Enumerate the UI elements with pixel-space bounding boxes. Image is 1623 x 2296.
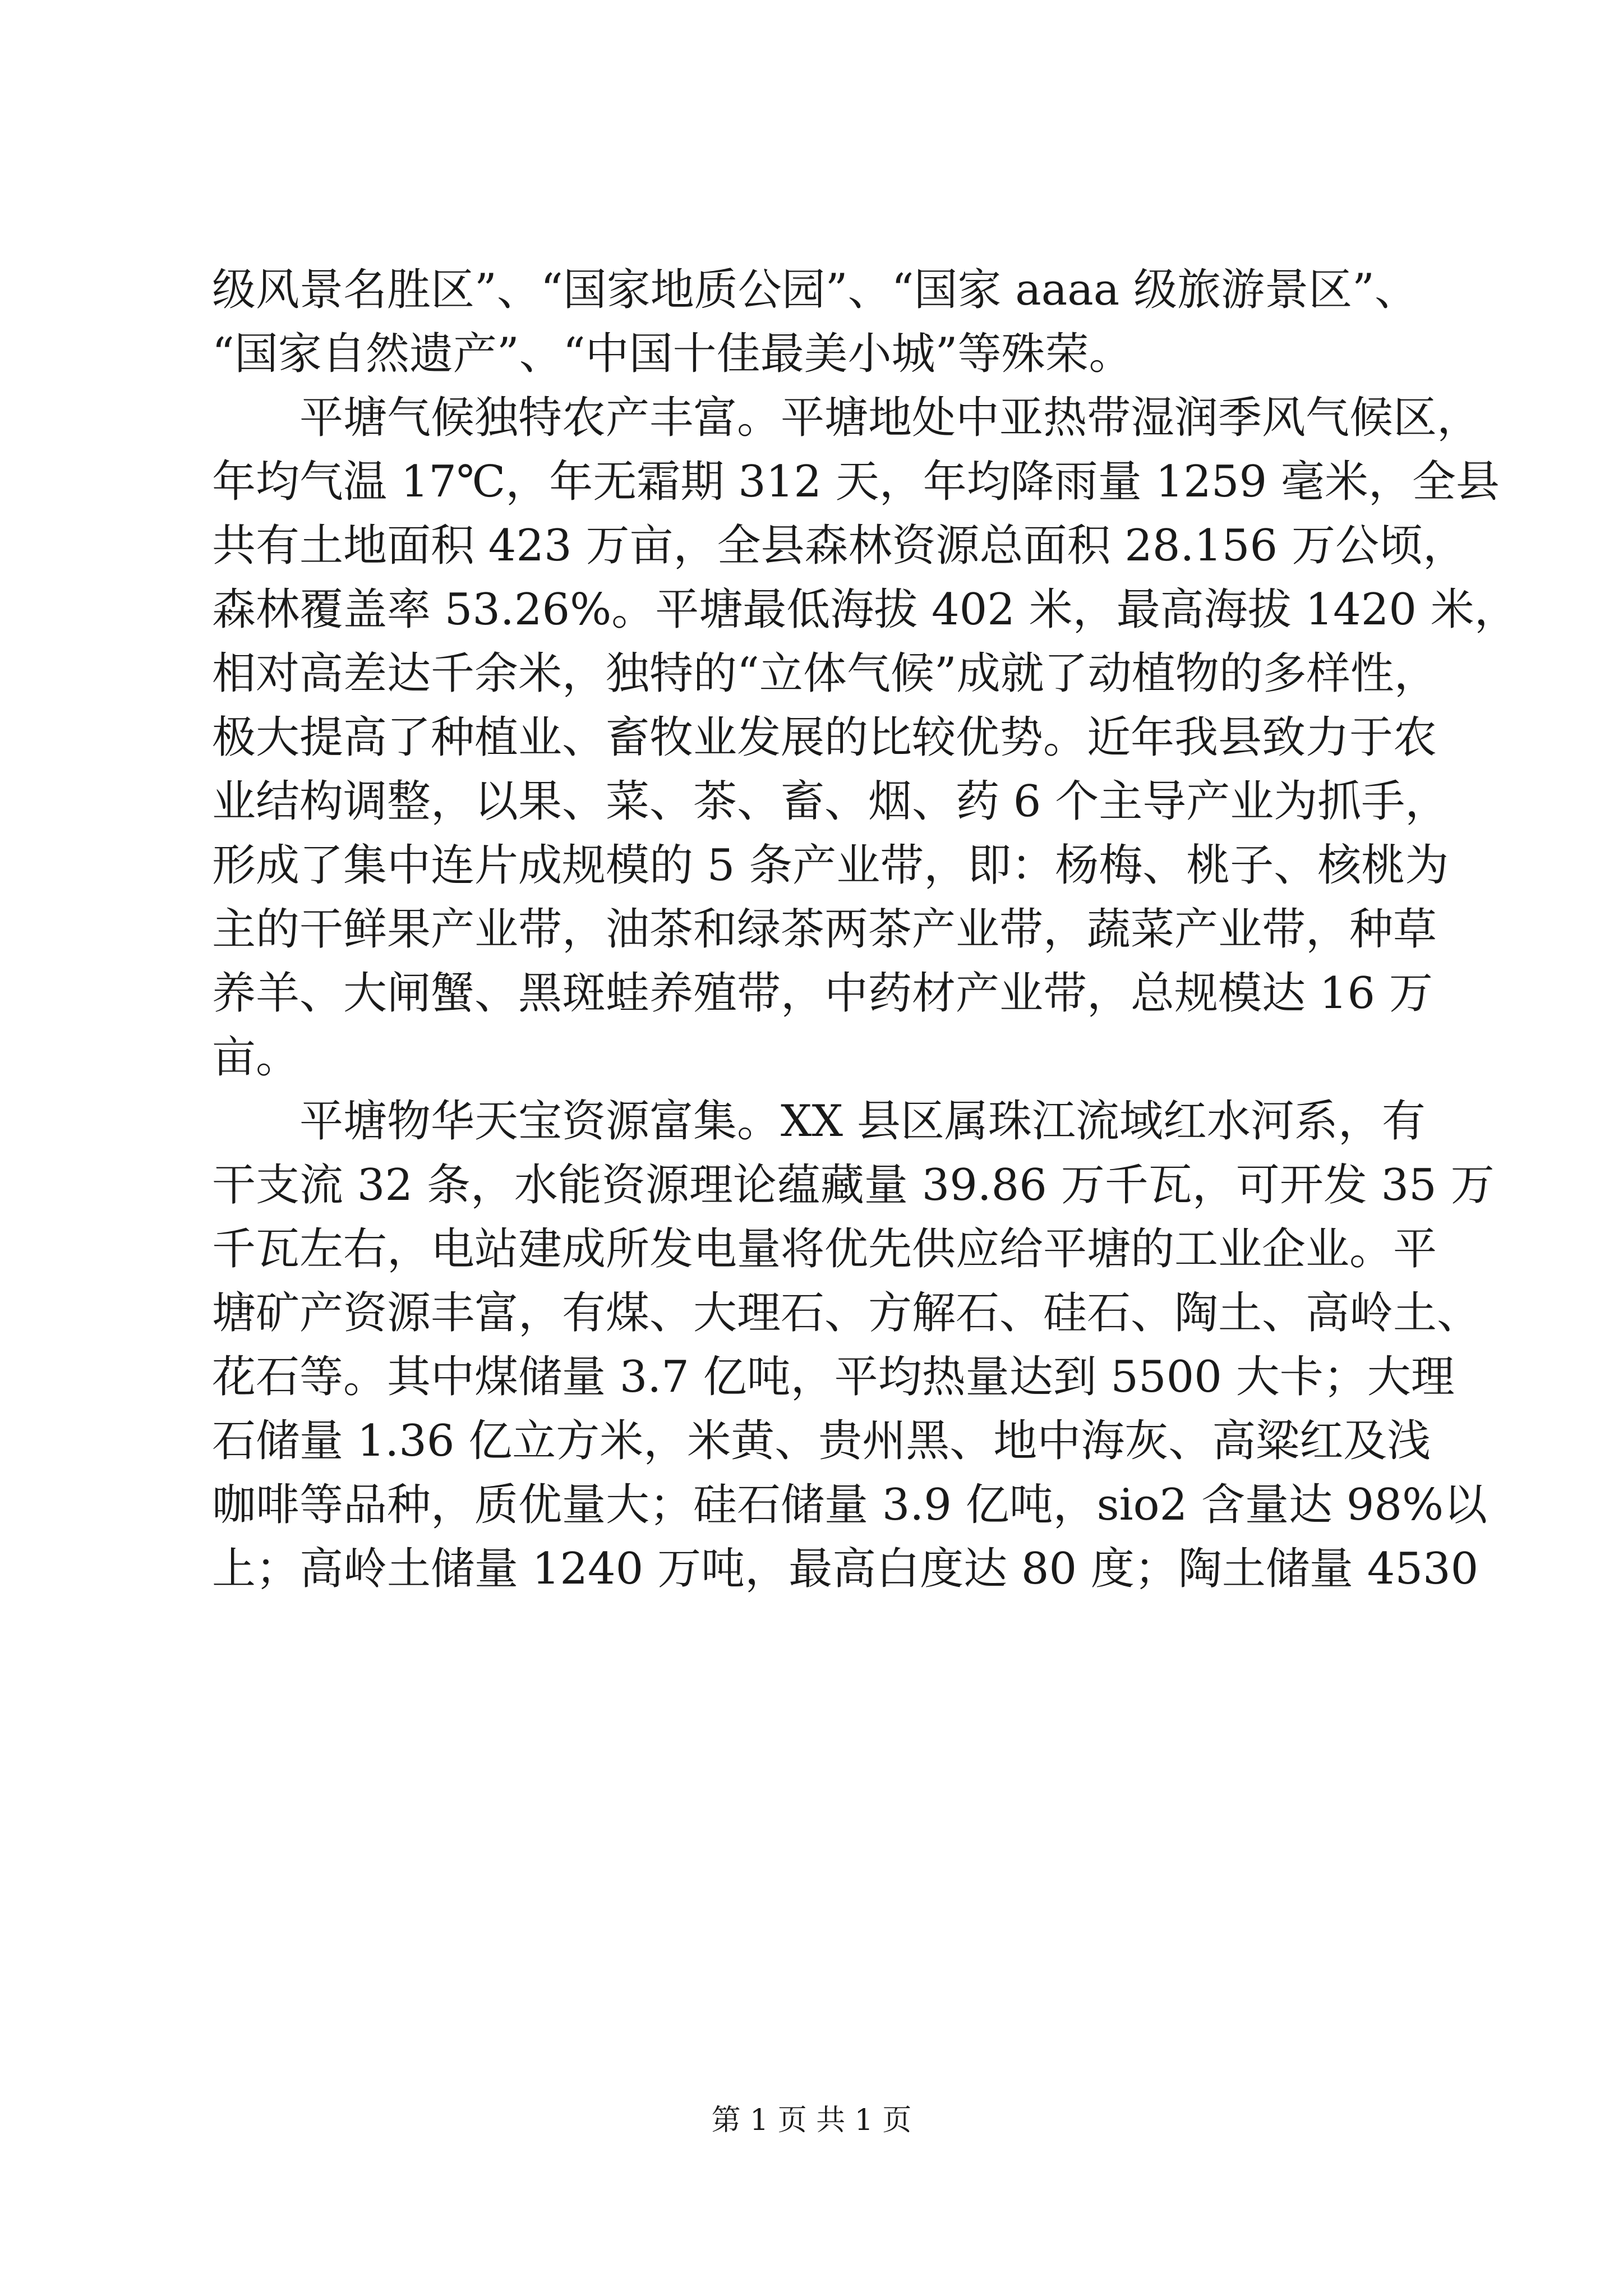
text-line: 千瓦左右，电站建成所发电量将优先供应给平塘的工业企业。平 bbox=[212, 1224, 1437, 1274]
text-line: 养羊、大闸蟹、黑斑蛙养殖带，中药材产业带，总规模达 16 万 bbox=[212, 968, 1433, 1019]
text-line: 咖啡等品种，质优量大；硅石储量 3.9 亿吨，sio2 含量达 98%以 bbox=[212, 1480, 1488, 1530]
text-line: 干支流 32 条，水能资源理论蕴藏量 39.86 万千瓦，可开发 35 万 bbox=[212, 1160, 1495, 1211]
paragraph-resources bbox=[212, 1089, 1495, 1601]
text-line: “国家自然遗产”、“中国十佳最美小城”等殊荣。 bbox=[212, 329, 1133, 379]
text-line: 主的干鲜果产业带，油茶和绿茶两茶产业带，蔬菜产业带，种草 bbox=[212, 904, 1437, 955]
paragraph-climate bbox=[212, 386, 1518, 1089]
text-line: 平塘气候独特农产丰富。平塘地处中亚热带湿润季风气候区， bbox=[212, 393, 1481, 443]
text-line: 业结构调整，以果、菜、茶、畜、烟、药 6 个主导产业为抓手， bbox=[212, 776, 1449, 827]
text-line: 森林覆盖率 53.26%。平塘最低海拔 402 米，最高海拔 1420 米， bbox=[212, 585, 1518, 635]
text-line: 相对高差达千余米，独特的“立体气候”成就了动植物的多样性， bbox=[212, 648, 1438, 699]
text-line: 平塘物华天宝资源富集。XX 县区属珠江流域红水河系，有 bbox=[212, 1096, 1426, 1147]
text-line: 亩。 bbox=[212, 1032, 300, 1083]
text-line: 形成了集中连片成规模的 5 条产业带，即：杨梅、桃子、核桃为 bbox=[212, 840, 1449, 891]
paragraph-honors bbox=[212, 258, 1446, 386]
text-line: 共有土地面积 423 万亩，全县森林资源总面积 28.156 万公顷， bbox=[212, 521, 1467, 571]
text-line: 上；高岭土储量 1240 万吨，最高白度达 80 度；陶土储量 4530 bbox=[212, 1544, 1479, 1594]
text-line: 花石等。其中煤储量 3.7 亿吨，平均热量达到 5500 大卡；大理 bbox=[212, 1352, 1455, 1402]
document-body bbox=[212, 258, 1518, 1601]
text-line: 级风景名胜区”、“国家地质公园”、“国家 aaaa 级旅游景区”、 bbox=[212, 265, 1418, 315]
text-line: 年均气温 17℃，年无霜期 312 天，年均降雨量 1259 毫米，全县 bbox=[212, 457, 1500, 507]
page-footer bbox=[0, 2101, 1623, 2140]
text-line: 塘矿产资源丰富，有煤、大理石、方解石、硅石、陶土、高岭土、 bbox=[212, 1288, 1481, 1338]
text-line: 极大提高了种植业、畜牧业发展的比较优势。近年我县致力于农 bbox=[212, 712, 1437, 763]
text-line: 石储量 1.36 亿立方米，米黄、贵州黑、地中海灰、高粱红及浅 bbox=[212, 1416, 1431, 1466]
page-number-label: 第 1 页 共 1 页 bbox=[711, 2104, 912, 2137]
